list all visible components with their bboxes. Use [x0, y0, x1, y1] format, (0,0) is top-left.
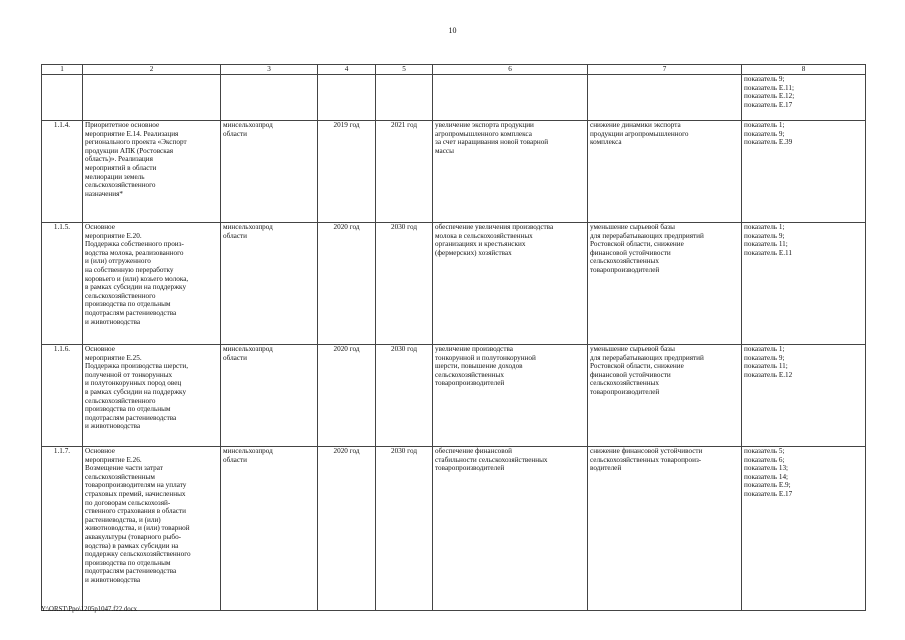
end-year-cell: 2030 год [376, 223, 433, 345]
related-indicators-line: показатель Е.12 [744, 370, 793, 379]
related-indicators-line: показатель 9; [744, 129, 785, 138]
table-body [42, 75, 866, 611]
expected-result-line: шерсти, повышение доходов [435, 362, 523, 371]
expected-result-line: массы [435, 146, 454, 155]
expected-result-cell [433, 121, 588, 223]
related-indicators-line: показатель 9; [744, 353, 785, 362]
col-header: 4 [318, 65, 376, 75]
executor-line: минсельхозпрод [223, 121, 273, 129]
non-implementation-consequence-line: финансовой устойчивости [590, 248, 671, 257]
activity-name-line: мелиорации земель [85, 172, 145, 181]
activity-name-line: водства) в рамках субсидии на [85, 541, 179, 550]
expected-result-line: увеличение экспорта продукции [435, 121, 534, 129]
executor-line: области [223, 353, 248, 362]
non-implementation-consequence-line: снижение динамики экспорта [590, 121, 681, 129]
related-indicators-line: показатель Е.11 [744, 248, 792, 257]
activity-name-line: аквакультуры (товарного рыбо- [85, 532, 182, 541]
related-indicators-cell [742, 223, 866, 345]
related-indicators-line: показатель Е.17 [744, 489, 793, 498]
expected-result-line: (фермерских) хозяйствах [435, 248, 512, 257]
table-row [42, 447, 866, 611]
executor-cell [221, 223, 318, 345]
activity-name-line: мероприятие Е.14. Реализация [85, 129, 179, 138]
non-implementation-consequence-cell [588, 121, 742, 223]
end-year-cell: 2030 год [376, 447, 433, 611]
executor-cell [221, 121, 318, 223]
end-year-cell: 2030 год [376, 345, 433, 447]
activity-name-line: водства молока, реализованного [85, 248, 184, 257]
activity-name-line: производства по отдельным [85, 405, 171, 414]
related-indicators-line: показатель 11; [744, 362, 788, 371]
start-year-cell: 2020 год [318, 223, 376, 345]
col-header: 7 [588, 65, 742, 75]
non-implementation-consequence-line: сельскохозяйственных [590, 257, 659, 266]
executor-cell [221, 447, 318, 611]
activity-name-line: мероприятий в области [85, 163, 157, 172]
expected-result-line: молока в сельскохозяйственных [435, 231, 533, 240]
activity-name-cell [83, 75, 221, 121]
activity-name-line: мероприятие Е.25. [85, 353, 142, 362]
activity-name-line: мероприятие Е.26. [85, 455, 142, 464]
non-implementation-consequence-line: уменьшение сырьевой базы [590, 345, 675, 353]
non-implementation-consequence-line: Ростовской области, снижение [590, 240, 684, 249]
expected-result-line: стабильности сельскохозяйственных [435, 455, 548, 464]
executor-line: области [223, 129, 248, 138]
non-implementation-consequence-line: сельскохозяйственных [590, 379, 659, 388]
activity-name-cell [83, 447, 221, 611]
col-header: 5 [376, 65, 433, 75]
activity-name-line: Приоритетное основное [85, 121, 160, 129]
expected-result-line: увеличение производства [435, 345, 513, 353]
non-implementation-consequence-line: для перерабатывающих предприятий [590, 353, 704, 362]
expected-result-line: товаропроизводителей [435, 379, 505, 388]
activity-name-line: Основное [85, 447, 115, 455]
executor-line: области [223, 231, 248, 240]
end-year-cell: 2021 год [376, 121, 433, 223]
non-implementation-consequence-line: уменьшение сырьевой базы [590, 223, 675, 231]
activity-name-line: сельскохозяйственного [85, 291, 156, 300]
related-indicators-line: показатель Е.11; [744, 83, 794, 92]
non-implementation-consequence-cell [588, 447, 742, 611]
activity-name-line: Основное [85, 345, 115, 353]
non-implementation-consequence-line: товаропроизводителей [590, 387, 660, 396]
activity-name-line: страховых премий, начисленных [85, 489, 186, 498]
non-implementation-consequence-line: Ростовской области, снижение [590, 362, 684, 371]
expected-result-line: организациях и крестьянских [435, 240, 526, 249]
activity-name-line: в рамках субсидии на поддержку [85, 387, 187, 396]
activity-name-line: в рамках субсидии на поддержку [85, 283, 187, 292]
activity-name-line: регионального проекта «Экспорт [85, 138, 187, 147]
executor-cell [221, 345, 318, 447]
activity-name-line: Основное [85, 223, 115, 231]
activity-name-line: на собственную переработку [85, 265, 174, 274]
non-implementation-consequence-line: снижение финансовой устойчивости [590, 447, 703, 455]
related-indicators-line: показатель 9; [744, 75, 785, 83]
non-implementation-consequence-line: комплекса [590, 138, 622, 147]
related-indicators-line: показатель 11; [744, 240, 788, 249]
related-indicators-line: показатель 13; [744, 464, 789, 473]
related-indicators-line: показатель 1; [744, 345, 785, 353]
expected-result-line: обеспечение увеличения производства [435, 223, 554, 231]
executor-line: минсельхозпрод [223, 345, 273, 353]
non-implementation-consequence-line: водителей [590, 464, 622, 473]
activity-name-line: область)». Реализация [85, 155, 153, 164]
table-row [42, 345, 866, 447]
row-number-cell: 1.1.4. [42, 121, 83, 223]
non-implementation-consequence-cell [588, 75, 742, 121]
related-indicators-line: показатель 14; [744, 472, 789, 481]
related-indicators-line: показатель Е.39 [744, 138, 793, 147]
activity-name-cell [83, 223, 221, 345]
related-indicators-line: показатель 5; [744, 447, 785, 455]
col-header: 2 [83, 65, 221, 75]
col-header: 3 [221, 65, 318, 75]
row-number-cell: 1.1.7. [42, 447, 83, 611]
activity-name-line: подотраслям растениеводства [85, 308, 177, 317]
row-number-cell: 1.1.5. [42, 223, 83, 345]
related-indicators-line: показатель Е.12; [744, 92, 795, 101]
non-implementation-consequence-cell [588, 223, 742, 345]
activity-name-line: поддержку сельскохозяйственного [85, 550, 191, 559]
expected-result-line: обеспечение финансовой [435, 447, 513, 455]
activity-name-line: товаропроизводителям на уплату [85, 481, 187, 490]
activity-name-line: производства по отдельным [85, 558, 171, 567]
activity-name-line: мероприятие Е.20. [85, 231, 142, 240]
start-year-cell: 2020 год [318, 447, 376, 611]
expected-result-line: товаропроизводителей [435, 464, 505, 473]
related-indicators-line: показатель 9; [744, 231, 785, 240]
non-implementation-consequence-line: товаропроизводителей [590, 265, 660, 274]
executor-line: области [223, 455, 248, 464]
executor-line: минсельхозпрод [223, 223, 273, 231]
related-indicators-cell [742, 447, 866, 611]
col-header: 1 [42, 65, 83, 75]
executor-cell [221, 75, 318, 121]
start-year-cell: 2020 год [318, 345, 376, 447]
non-implementation-consequence-line: для перерабатывающих предприятий [590, 231, 704, 240]
expected-result-cell [433, 345, 588, 447]
activity-name-line: сельскохозяйственного [85, 181, 156, 190]
activity-name-line: Поддержка производства шерсти, [85, 362, 189, 371]
end-year-cell [376, 75, 433, 121]
start-year-cell: 2019 год [318, 121, 376, 223]
related-indicators-line: показатель Е.17 [744, 100, 793, 109]
activity-name-line: и животноводства [85, 422, 141, 431]
table-row [42, 121, 866, 223]
activity-name-line: по договорам сельскохозяй- [85, 498, 171, 507]
activity-name-line: и (или) отгруженного [85, 257, 151, 266]
related-indicators-cell [742, 345, 866, 447]
activity-name-line: растениеводства, и (или) [85, 515, 161, 524]
activity-name-line: назначения* [85, 189, 124, 198]
activity-name-line: полученной от тонкорунных [85, 370, 173, 379]
activity-name-line: подотраслям растениеводства [85, 567, 177, 576]
related-indicators-cell [742, 121, 866, 223]
activity-name-line: подотраслям растениеводства [85, 413, 177, 422]
activity-name-line: сельскохозяйственным [85, 472, 155, 481]
expected-result-line: агропромышленного комплекса [435, 129, 532, 138]
table-row [42, 223, 866, 345]
non-implementation-consequence-line: продукции агропромышленного [590, 129, 689, 138]
executor-line: минсельхозпрод [223, 447, 273, 455]
activity-name-cell [83, 345, 221, 447]
expected-result-line: за счет наращивания новой товарной [435, 138, 549, 147]
non-implementation-consequence-cell [588, 345, 742, 447]
expected-result-line: тонкорунной и полутонкорунной [435, 353, 536, 362]
row-number-cell: 1.1.6. [42, 345, 83, 447]
non-implementation-consequence-line: финансовой устойчивости [590, 370, 671, 379]
program-table [41, 64, 866, 611]
activity-name-line: Возмещение части затрат [85, 464, 163, 473]
activity-name-line: и полутонкорунных пород овец [85, 379, 182, 388]
header-row [42, 65, 866, 75]
related-indicators-line: показатель 6; [744, 455, 785, 464]
activity-name-line: производства по отдельным [85, 300, 171, 309]
expected-result-cell [433, 447, 588, 611]
activity-name-line: продукции АПК (Ростовская [85, 146, 174, 155]
non-implementation-consequence-line: сельскохозяйственных товаропроиз- [590, 455, 702, 464]
related-indicators-line: показатель 1; [744, 223, 785, 231]
expected-result-line: сельскохозяйственных [435, 370, 504, 379]
activity-name-line: коровьего и (или) козьего молока, [85, 274, 189, 283]
related-indicators-line: показатель 1; [744, 121, 785, 129]
col-header: 6 [433, 65, 588, 75]
row-number-cell [42, 75, 83, 121]
table-row [42, 75, 866, 121]
activity-name-line: Поддержка собственного произ- [85, 240, 184, 249]
expected-result-cell [433, 223, 588, 345]
activity-name-cell [83, 121, 221, 223]
activity-name-line: животноводства, и (или) товарной [85, 524, 190, 533]
expected-result-cell [433, 75, 588, 121]
activity-name-line: и животноводства [85, 575, 141, 584]
activity-name-line: сельскохозяйственного [85, 396, 156, 405]
activity-name-line: ственного страхования в области [85, 507, 186, 516]
file-path-footer: Y:\ORST\Ppo\1205p1047.f22.docx [41, 606, 138, 613]
related-indicators-cell [742, 75, 866, 121]
start-year-cell [318, 75, 376, 121]
page-number: 10 [448, 26, 457, 35]
related-indicators-line: показатель Е.9; [744, 481, 791, 490]
activity-name-line: и животноводства [85, 317, 141, 326]
col-header: 8 [742, 65, 866, 75]
